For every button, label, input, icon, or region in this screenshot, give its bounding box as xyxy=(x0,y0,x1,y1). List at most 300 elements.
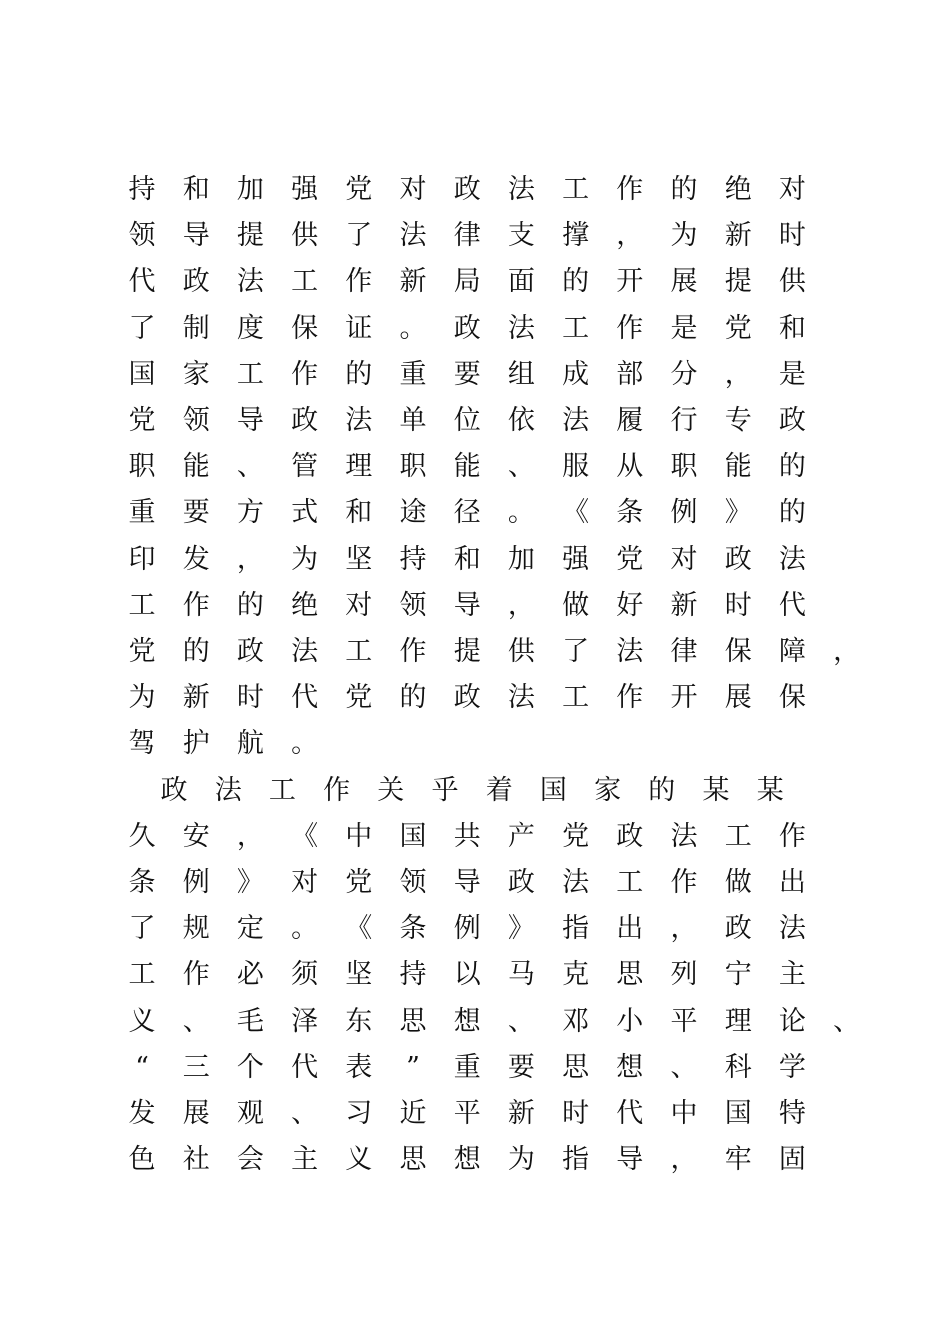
text-char: 工 xyxy=(128,959,156,991)
text-line xyxy=(124,586,864,626)
text-char: 作 xyxy=(778,820,806,852)
text-char: 作 xyxy=(616,682,644,714)
text-char: 关 xyxy=(377,774,405,806)
text-char: 持 xyxy=(399,959,427,991)
text-line xyxy=(124,216,864,256)
text-char: 作 xyxy=(323,774,351,806)
text-char: 家 xyxy=(594,774,622,806)
text-char: 新 xyxy=(670,589,698,621)
text-char: 坚 xyxy=(345,543,373,575)
text-char: ” xyxy=(406,1051,420,1083)
text-char: 政 xyxy=(616,820,644,852)
text-char: 度 xyxy=(236,312,264,344)
text-char: 代 xyxy=(128,266,156,298)
text-char: 工 xyxy=(562,682,590,714)
text-char: 护 xyxy=(182,728,210,760)
text-char: 党 xyxy=(128,405,156,436)
text-char: 学 xyxy=(778,1051,806,1083)
text-char: 党 xyxy=(128,636,156,667)
text-char: 东 xyxy=(345,1005,373,1037)
text-char: 成 xyxy=(562,358,590,390)
text-line xyxy=(124,909,864,949)
text-char: 泽 xyxy=(291,1005,319,1037)
text-char: 要 xyxy=(453,358,481,390)
text-char: 律 xyxy=(453,220,481,252)
text-char: 领 xyxy=(399,589,427,621)
text-char: 政 xyxy=(778,405,806,436)
text-char: 的 xyxy=(778,451,806,483)
text-char: 党 xyxy=(345,682,373,714)
text-char: 国 xyxy=(399,820,427,852)
text-char: 职 xyxy=(128,451,156,483)
text-char: ， xyxy=(236,820,264,852)
text-char: 作 xyxy=(616,174,644,205)
text-char: 时 xyxy=(562,1098,590,1129)
text-char: 、 xyxy=(507,451,535,483)
text-char: 政 xyxy=(724,543,752,575)
text-char: 法 xyxy=(399,220,427,252)
text-char: 法 xyxy=(778,543,806,575)
text-char: 色 xyxy=(128,1144,156,1176)
text-char: 法 xyxy=(507,312,535,344)
text-char: 观 xyxy=(236,1098,264,1129)
text-char: 政 xyxy=(724,913,752,945)
text-char: 固 xyxy=(778,1144,806,1176)
text-char: 了 xyxy=(562,636,590,667)
text-char: 法 xyxy=(345,405,373,436)
text-char: 领 xyxy=(182,405,210,436)
text-char: 须 xyxy=(291,959,319,991)
text-char: 毛 xyxy=(236,1005,264,1037)
text-line xyxy=(124,632,864,672)
text-char: ， xyxy=(670,913,698,945)
text-char: 条 xyxy=(128,867,156,898)
text-char: 表 xyxy=(345,1051,373,1083)
text-char: 工 xyxy=(562,174,590,205)
text-char: 克 xyxy=(562,959,590,991)
text-char: 方 xyxy=(236,497,264,529)
text-char: 对 xyxy=(778,174,806,205)
text-char: 国 xyxy=(539,774,567,806)
text-char: 工 xyxy=(291,266,319,298)
text-char: 供 xyxy=(507,636,535,667)
text-line xyxy=(124,955,864,995)
text-char: 领 xyxy=(399,867,427,898)
text-char: 法 xyxy=(778,913,806,945)
text-char: 和 xyxy=(345,497,373,529)
text-char: 思 xyxy=(399,1144,427,1176)
text-line xyxy=(124,817,864,857)
text-line xyxy=(124,1002,864,1042)
text-char: 》 xyxy=(507,913,535,945)
text-char: 列 xyxy=(670,959,698,991)
text-char: 导 xyxy=(453,867,481,898)
text-char: 党 xyxy=(345,867,373,898)
text-char: 出 xyxy=(778,867,806,898)
text-char: 例 xyxy=(182,867,210,898)
text-char: 做 xyxy=(562,589,590,621)
text-char: 位 xyxy=(453,405,481,436)
text-char: 思 xyxy=(399,1005,427,1037)
text-char: 宁 xyxy=(724,959,752,991)
text-char: 条 xyxy=(616,497,644,529)
text-char: 理 xyxy=(345,451,373,483)
text-char: 牢 xyxy=(724,1144,752,1176)
text-char: ， xyxy=(507,589,535,621)
text-line xyxy=(124,262,864,302)
text-char: 管 xyxy=(291,451,319,483)
text-char: 工 xyxy=(236,358,264,390)
text-char: 加 xyxy=(236,174,264,205)
text-char: 、 xyxy=(507,1005,535,1037)
text-char: 代 xyxy=(291,682,319,714)
text-char: 对 xyxy=(670,543,698,575)
text-char: 径 xyxy=(453,497,481,529)
text-char: ， xyxy=(616,220,644,252)
text-char: 开 xyxy=(616,266,644,298)
text-char: 小 xyxy=(616,1005,644,1037)
text-char: 》 xyxy=(236,867,264,898)
text-line xyxy=(124,1140,864,1180)
text-line xyxy=(124,1094,864,1134)
text-char: 思 xyxy=(616,959,644,991)
text-char: 指 xyxy=(562,1144,590,1176)
text-char: 为 xyxy=(670,220,698,252)
text-char: 党 xyxy=(562,820,590,852)
text-char: 、 xyxy=(670,1051,698,1083)
text-char: 中 xyxy=(670,1098,698,1129)
text-line xyxy=(124,447,864,487)
text-char: 国 xyxy=(724,1098,752,1129)
text-char: 某 xyxy=(702,774,730,806)
text-char: “ xyxy=(135,1051,149,1083)
text-char: 发 xyxy=(128,1098,156,1129)
text-char: 时 xyxy=(724,589,752,621)
text-char: 时 xyxy=(778,220,806,252)
text-char: 单 xyxy=(399,405,427,436)
text-char: ， xyxy=(670,1144,698,1176)
text-char: 规 xyxy=(182,913,210,945)
text-char: 要 xyxy=(182,497,210,529)
text-char: 依 xyxy=(507,405,535,436)
text-char: 、 xyxy=(236,451,264,483)
text-char: 中 xyxy=(345,820,373,852)
text-char: 的 xyxy=(648,774,676,806)
text-char: 领 xyxy=(128,220,156,252)
text-char: 服 xyxy=(562,451,590,483)
text-line xyxy=(124,355,864,395)
text-char: 发 xyxy=(182,543,210,575)
text-char: 履 xyxy=(616,405,644,436)
text-char: 撑 xyxy=(562,220,590,252)
text-char: 强 xyxy=(562,543,590,575)
text-char: 对 xyxy=(345,589,373,621)
text-char: 平 xyxy=(453,1098,481,1129)
text-char: 政 xyxy=(182,266,210,298)
text-char: 、 xyxy=(833,1005,861,1037)
text-char: 主 xyxy=(778,959,806,991)
text-char: 习 xyxy=(345,1098,373,1129)
text-char: 作 xyxy=(182,959,210,991)
text-char: 义 xyxy=(345,1144,373,1176)
text-char: 支 xyxy=(507,220,535,252)
text-char: 持 xyxy=(399,543,427,575)
text-char: 思 xyxy=(562,1051,590,1083)
text-char: 法 xyxy=(562,867,590,898)
text-char: 为 xyxy=(128,682,156,714)
text-char: 代 xyxy=(778,589,806,621)
text-char: 保 xyxy=(724,636,752,667)
text-char: 想 xyxy=(616,1051,644,1083)
text-char: 提 xyxy=(453,636,481,667)
text-char: 邓 xyxy=(562,1005,590,1037)
text-char: 作 xyxy=(291,358,319,390)
text-char: 党 xyxy=(724,312,752,344)
text-char: 作 xyxy=(670,867,698,898)
text-char: 要 xyxy=(507,1051,535,1083)
text-line xyxy=(124,863,864,903)
text-char: 和 xyxy=(182,174,210,205)
text-char: 好 xyxy=(616,589,644,621)
text-char: 绝 xyxy=(724,174,752,205)
text-char: 供 xyxy=(778,266,806,298)
text-char: 法 xyxy=(291,636,319,667)
text-char: ， xyxy=(236,543,264,575)
text-char: 为 xyxy=(291,543,319,575)
text-char: 以 xyxy=(453,959,481,991)
text-char: 作 xyxy=(616,312,644,344)
text-char: 从 xyxy=(616,451,644,483)
text-char: 作 xyxy=(399,636,427,667)
text-line xyxy=(124,401,864,441)
text-char: 条 xyxy=(399,913,427,945)
text-char: 是 xyxy=(670,312,698,344)
text-char: 驾 xyxy=(128,728,156,760)
text-char: ， xyxy=(724,358,752,390)
text-char: 了 xyxy=(345,220,373,252)
text-char: 国 xyxy=(128,358,156,390)
text-char: 三 xyxy=(182,1051,210,1083)
text-char: 的 xyxy=(670,174,698,205)
text-char: 提 xyxy=(236,220,264,252)
text-char: 法 xyxy=(562,405,590,436)
text-char: 能 xyxy=(724,451,752,483)
text-char: 展 xyxy=(182,1098,210,1129)
text-char: 新 xyxy=(724,220,752,252)
text-char: 特 xyxy=(778,1098,806,1129)
text-char: 例 xyxy=(670,497,698,529)
text-char: 法 xyxy=(236,266,264,298)
text-char: 制 xyxy=(182,312,210,344)
text-char: 工 xyxy=(562,312,590,344)
text-char: 的 xyxy=(236,589,264,621)
text-char: 主 xyxy=(291,1144,319,1176)
text-char: 安 xyxy=(182,820,210,852)
text-char: 保 xyxy=(778,682,806,714)
text-char: 重 xyxy=(399,358,427,390)
text-char: 政 xyxy=(453,174,481,205)
text-char: 义 xyxy=(128,1005,156,1037)
text-char: ， xyxy=(833,636,861,667)
text-char: 专 xyxy=(724,405,752,436)
text-char: 着 xyxy=(485,774,513,806)
text-char: 。 xyxy=(291,913,319,945)
text-char: 面 xyxy=(507,266,535,298)
text-char: 的 xyxy=(182,636,210,667)
text-char: 、 xyxy=(291,1098,319,1129)
text-char: 的 xyxy=(562,266,590,298)
text-char: 作 xyxy=(345,266,373,298)
text-char: 代 xyxy=(616,1098,644,1129)
text-char: 加 xyxy=(507,543,535,575)
text-char: 会 xyxy=(236,1144,264,1176)
text-char: 党 xyxy=(345,174,373,205)
text-char: 对 xyxy=(399,174,427,205)
text-char: 《 xyxy=(345,913,373,945)
text-char: 新 xyxy=(399,266,427,298)
text-char: 法 xyxy=(616,636,644,667)
text-char: 和 xyxy=(453,543,481,575)
text-char: 乎 xyxy=(431,774,459,806)
text-char: 久 xyxy=(128,820,156,852)
text-char: 开 xyxy=(670,682,698,714)
text-char: 工 xyxy=(616,867,644,898)
text-char: 理 xyxy=(724,1005,752,1037)
text-char: 论 xyxy=(778,1005,806,1037)
text-char: 坚 xyxy=(345,959,373,991)
text-char: 职 xyxy=(399,451,427,483)
text-char: 重 xyxy=(453,1051,481,1083)
text-char: 想 xyxy=(453,1005,481,1037)
text-char: 强 xyxy=(291,174,319,205)
text-char: 社 xyxy=(182,1144,210,1176)
text-char: 代 xyxy=(291,1051,319,1083)
text-char: 的 xyxy=(399,682,427,714)
text-char: 为 xyxy=(507,1144,535,1176)
text-char: 法 xyxy=(670,820,698,852)
text-char: 个 xyxy=(236,1051,264,1083)
text-char: 导 xyxy=(182,220,210,252)
text-char: 定 xyxy=(236,913,264,945)
text-char: 》 xyxy=(724,497,752,529)
text-char: 党 xyxy=(616,543,644,575)
text-char: 作 xyxy=(182,589,210,621)
text-char: 近 xyxy=(399,1098,427,1129)
text-line xyxy=(124,170,864,210)
text-char: 的 xyxy=(345,358,373,390)
text-char: 工 xyxy=(268,774,296,806)
text-line xyxy=(124,1048,864,1088)
text-char: 展 xyxy=(724,682,752,714)
text-char: 式 xyxy=(291,497,319,529)
text-char: 产 xyxy=(507,820,535,852)
text-char: 和 xyxy=(778,312,806,344)
text-char: 局 xyxy=(453,266,481,298)
text-line xyxy=(124,540,864,580)
text-char: 行 xyxy=(670,405,698,436)
text-char: 平 xyxy=(670,1005,698,1037)
text-line xyxy=(124,724,864,764)
text-char: 。 xyxy=(291,728,319,760)
text-char: 法 xyxy=(214,774,242,806)
text-char: 《 xyxy=(291,820,319,852)
text-char: 马 xyxy=(507,959,535,991)
text-char: 想 xyxy=(453,1144,481,1176)
text-char: 证 xyxy=(345,312,373,344)
text-char: 了 xyxy=(128,312,156,344)
text-char: 共 xyxy=(453,820,481,852)
text-char: 政 xyxy=(507,867,535,898)
text-line xyxy=(124,678,864,718)
text-char: 部 xyxy=(616,358,644,390)
text-line xyxy=(124,309,864,349)
text-char: 家 xyxy=(182,358,210,390)
text-char: 导 xyxy=(616,1144,644,1176)
text-char: 某 xyxy=(756,774,784,806)
text-char: 展 xyxy=(670,266,698,298)
text-char: 《 xyxy=(562,497,590,529)
text-char: 政 xyxy=(453,682,481,714)
text-char: 出 xyxy=(616,913,644,945)
text-char: 政 xyxy=(160,774,188,806)
text-char: 新 xyxy=(507,1098,535,1129)
text-line xyxy=(124,771,864,811)
text-char: 能 xyxy=(453,451,481,483)
text-char: 政 xyxy=(291,405,319,436)
text-char: 政 xyxy=(453,312,481,344)
text-char: 提 xyxy=(724,266,752,298)
text-char: 绝 xyxy=(291,589,319,621)
text-char: 时 xyxy=(236,682,264,714)
text-char: 是 xyxy=(778,358,806,390)
text-char: 对 xyxy=(291,867,319,898)
text-char: 分 xyxy=(670,358,698,390)
text-char: 科 xyxy=(724,1051,752,1083)
text-line xyxy=(124,493,864,533)
text-char: 。 xyxy=(507,497,535,529)
text-char: 保 xyxy=(291,312,319,344)
text-char: 政 xyxy=(236,636,264,667)
text-char: 重 xyxy=(128,497,156,529)
text-char: 律 xyxy=(670,636,698,667)
text-char: 工 xyxy=(345,636,373,667)
text-char: 组 xyxy=(507,358,535,390)
text-char: 导 xyxy=(236,405,264,436)
text-char: 新 xyxy=(182,682,210,714)
text-char: 持 xyxy=(128,174,156,205)
text-char: 职 xyxy=(670,451,698,483)
text-char: 例 xyxy=(453,913,481,945)
text-char: 供 xyxy=(291,220,319,252)
text-char: 印 xyxy=(128,543,156,575)
text-char: 工 xyxy=(724,820,752,852)
text-char: 法 xyxy=(507,682,535,714)
text-char: 做 xyxy=(724,867,752,898)
text-char: 了 xyxy=(128,913,156,945)
text-char: 的 xyxy=(778,497,806,529)
text-char: 、 xyxy=(182,1005,210,1037)
text-char: 工 xyxy=(128,589,156,621)
text-char: 。 xyxy=(399,312,427,344)
text-char: 必 xyxy=(236,959,264,991)
text-char: 能 xyxy=(182,451,210,483)
text-char: 途 xyxy=(399,497,427,529)
text-char: 指 xyxy=(562,913,590,945)
text-char: 航 xyxy=(236,728,264,760)
text-char: 法 xyxy=(507,174,535,205)
text-char: 导 xyxy=(453,589,481,621)
text-char: 障 xyxy=(778,636,806,667)
